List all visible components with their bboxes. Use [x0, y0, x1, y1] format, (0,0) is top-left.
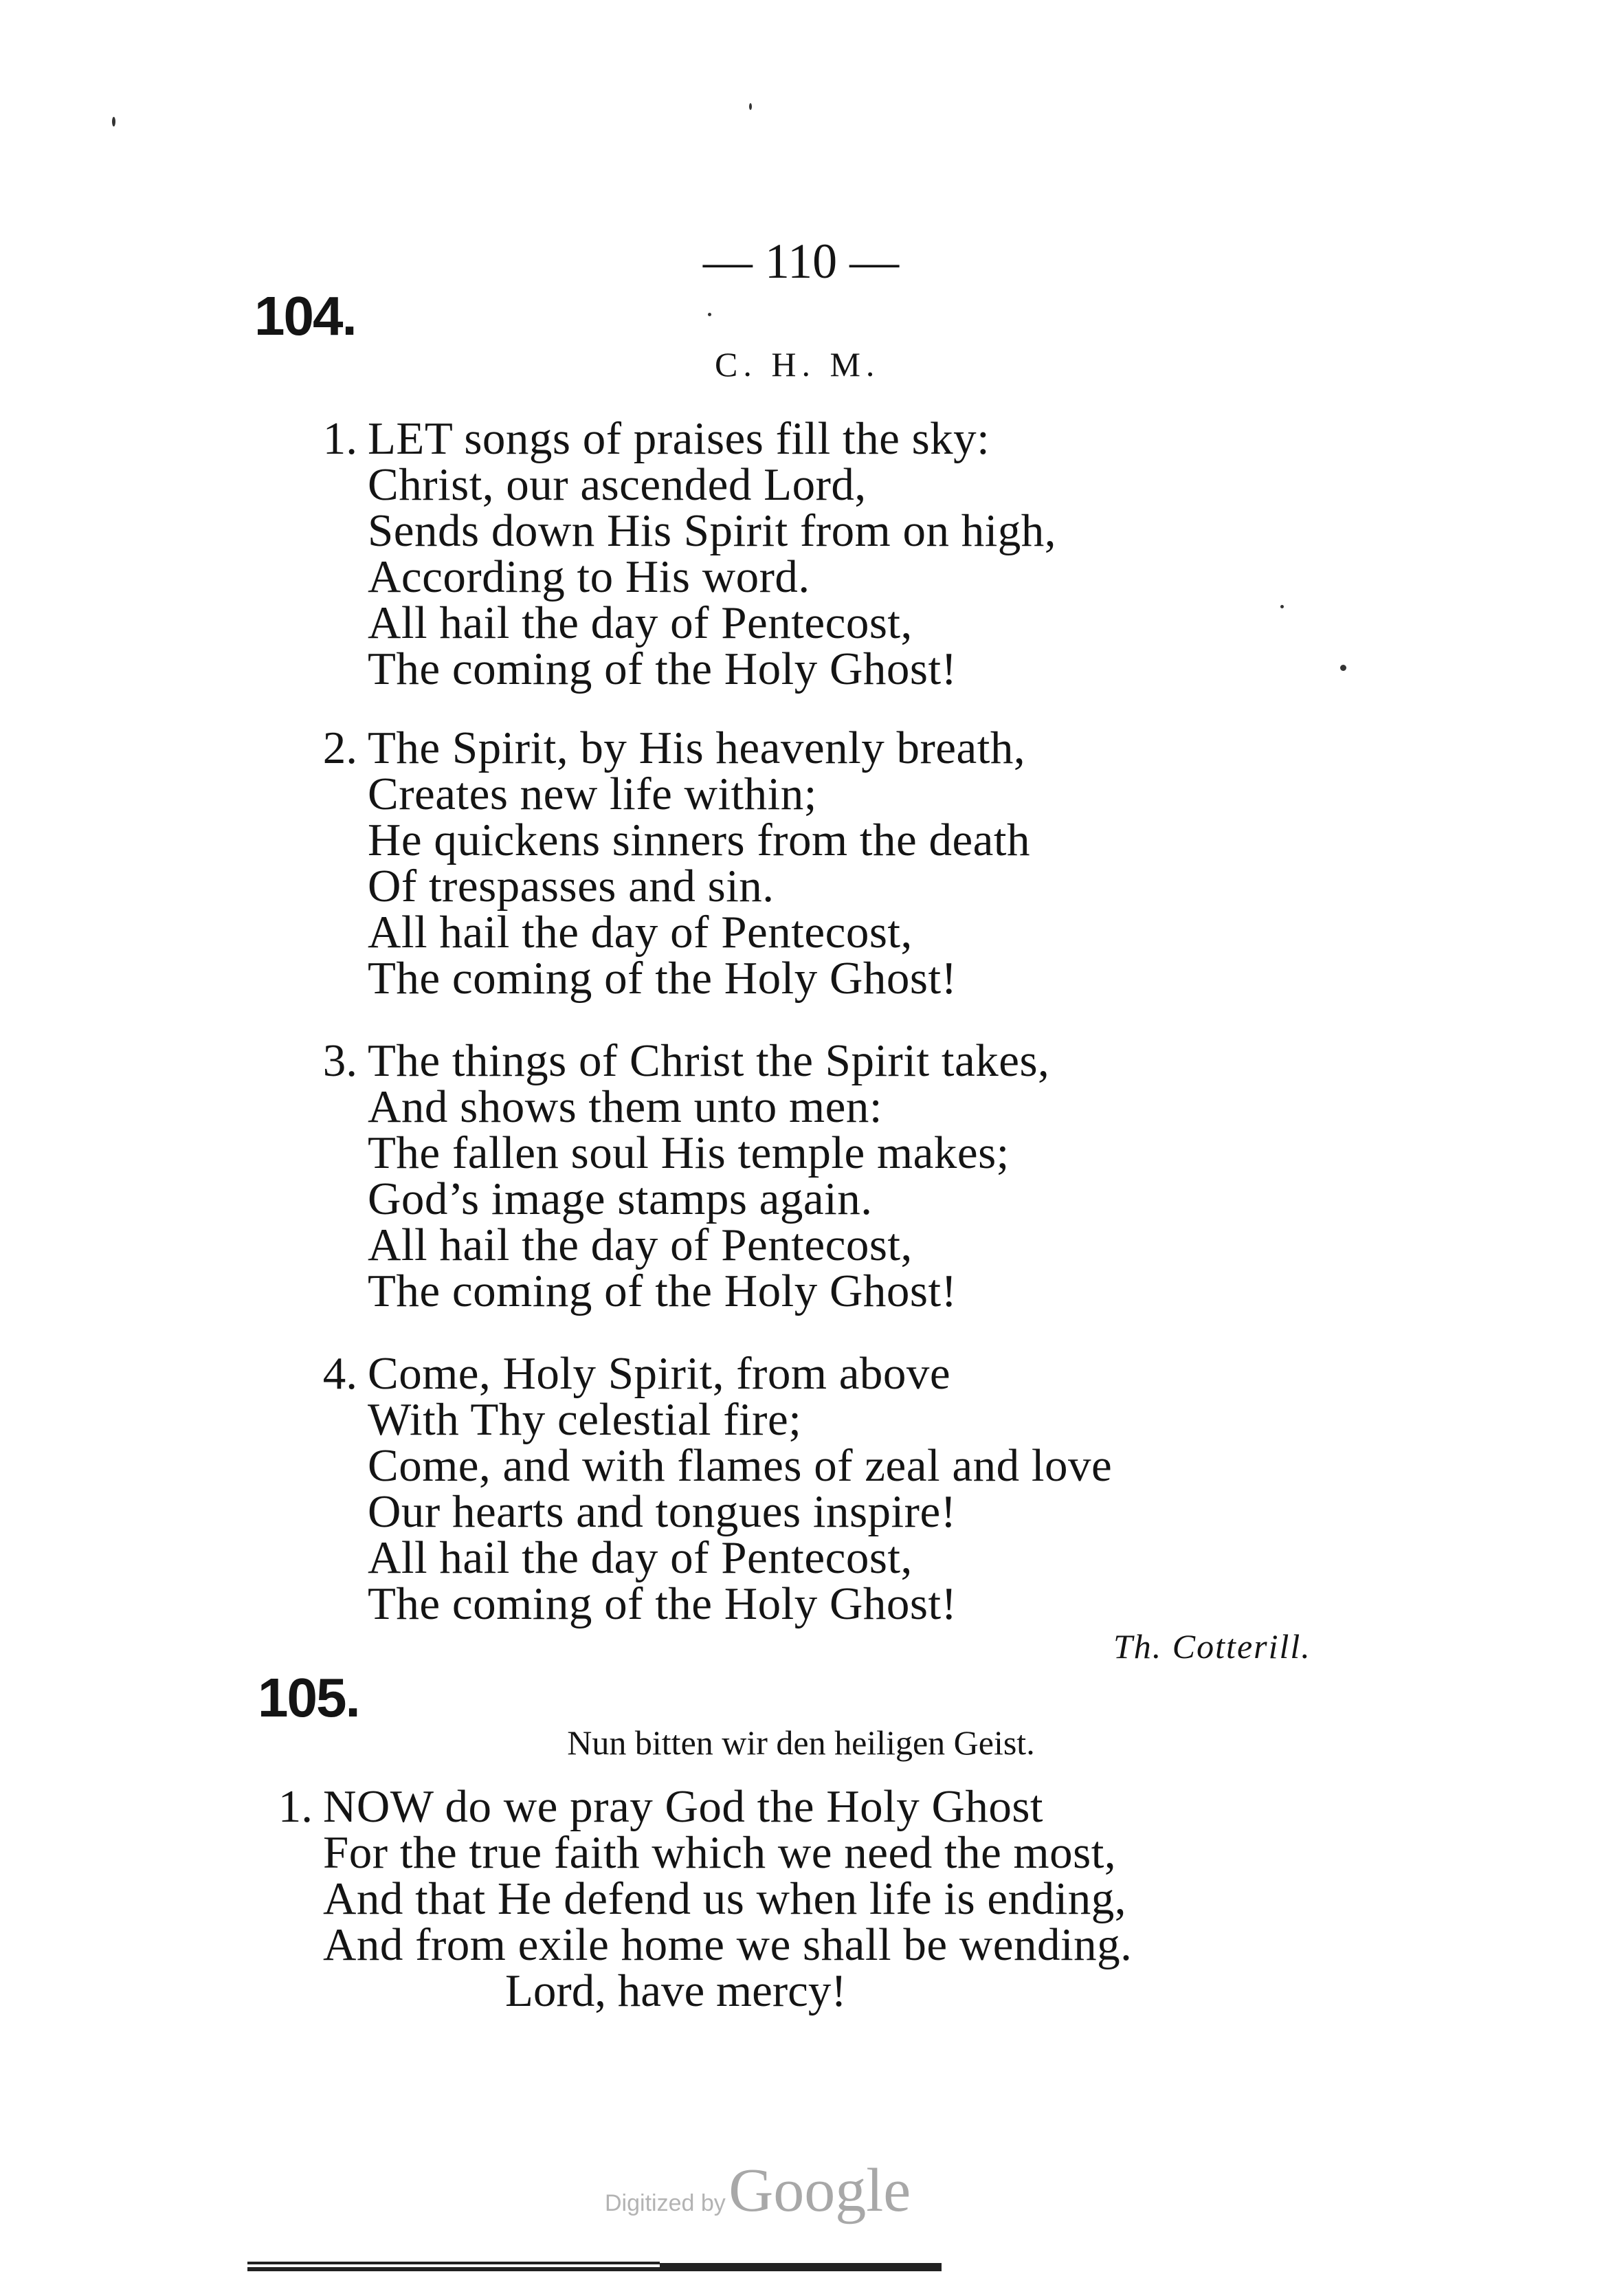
verse-line: The Spirit, by His heavenly breath, — [368, 722, 1026, 773]
scan-speck — [708, 313, 711, 316]
verse-number: 3. — [322, 1035, 357, 1086]
verse-line: And shows them unto men: — [368, 1081, 882, 1132]
verse-line: Sends down His Spirit from on high, — [368, 505, 1057, 556]
verse-line: The coming of the Holy Ghost! — [368, 953, 957, 1004]
tune-title: Nun bitten wir den heiligen Geist. — [567, 1723, 1035, 1762]
scan-speck — [112, 117, 115, 126]
verse-line: All hail the day of Pentecost, — [368, 1532, 913, 1583]
verse-104-1 — [296, 413, 1057, 694]
hymn-number-105: 105. — [258, 1667, 359, 1728]
verse-line: Of trespasses and sin. — [368, 861, 775, 912]
scan-speck — [1280, 605, 1284, 608]
verse-104-3 — [296, 1035, 1050, 1316]
scan-speck — [749, 103, 752, 110]
watermark-prefix: Digitized by — [605, 2190, 726, 2216]
verse-line: And from exile home we shall be wending. — [323, 1919, 1133, 1970]
verse-number: 1. — [278, 1781, 313, 1832]
verse-number: 4. — [322, 1348, 357, 1399]
verse-number: 1. — [322, 413, 357, 464]
verse-line: And that He defend us when life is ending, — [323, 1873, 1127, 1924]
verse-line: LET songs of praises fill the sky: — [368, 413, 990, 464]
verse-line: With Thy celestial fire; — [368, 1394, 802, 1445]
google-logo: Google — [728, 2156, 911, 2225]
page-number: — 110 — — [702, 234, 900, 289]
verse-line: Christ, our ascended Lord, — [368, 459, 867, 510]
verse-line: All hail the day of Pentecost, — [368, 907, 913, 958]
verse-line: The coming of the Holy Ghost! — [368, 1578, 957, 1629]
verse-line: The coming of the Holy Ghost! — [368, 643, 957, 694]
digitized-watermark — [605, 2155, 911, 2226]
hymn-attribution: Th. Cotterill. — [1113, 1627, 1311, 1666]
verse-line: The coming of the Holy Ghost! — [368, 1266, 957, 1316]
verse-line: The fallen soul His temple makes; — [368, 1127, 1010, 1178]
verse-number: 2. — [322, 722, 357, 773]
scan-speck — [1340, 665, 1346, 671]
hymn-meter: C. H. M. — [715, 345, 880, 384]
verse-line: Creates new life within; — [368, 769, 817, 819]
verse-104-2 — [296, 722, 1031, 1004]
verse-line: NOW do we pray God the Holy Ghost — [323, 1781, 1044, 1832]
verse-line: For the true faith which we need the most, — [323, 1827, 1117, 1878]
verse-line: Our hearts and tongues inspire! — [368, 1486, 957, 1537]
verse-line: All hail the day of Pentecost, — [368, 1219, 913, 1270]
verse-line: According to His word. — [368, 551, 810, 602]
refrain: Lord, have mercy! — [505, 1965, 847, 2016]
hymn-number-104: 104. — [254, 285, 356, 346]
verse-line: All hail the day of Pentecost, — [368, 597, 913, 648]
verse-line: Come, and with flames of zeal and love — [368, 1440, 1113, 1491]
verse-line: The things of Christ the Spirit takes, — [368, 1035, 1050, 1086]
verse-line: Come, Holy Spirit, from above — [368, 1348, 951, 1399]
verse-105-1 — [251, 1781, 1133, 1970]
bottom-rule — [247, 2262, 942, 2271]
verse-line: He quickens sinners from the death — [368, 815, 1031, 865]
verse-line: God’s image stamps again. — [368, 1173, 873, 1224]
verse-104-4 — [296, 1348, 1113, 1629]
